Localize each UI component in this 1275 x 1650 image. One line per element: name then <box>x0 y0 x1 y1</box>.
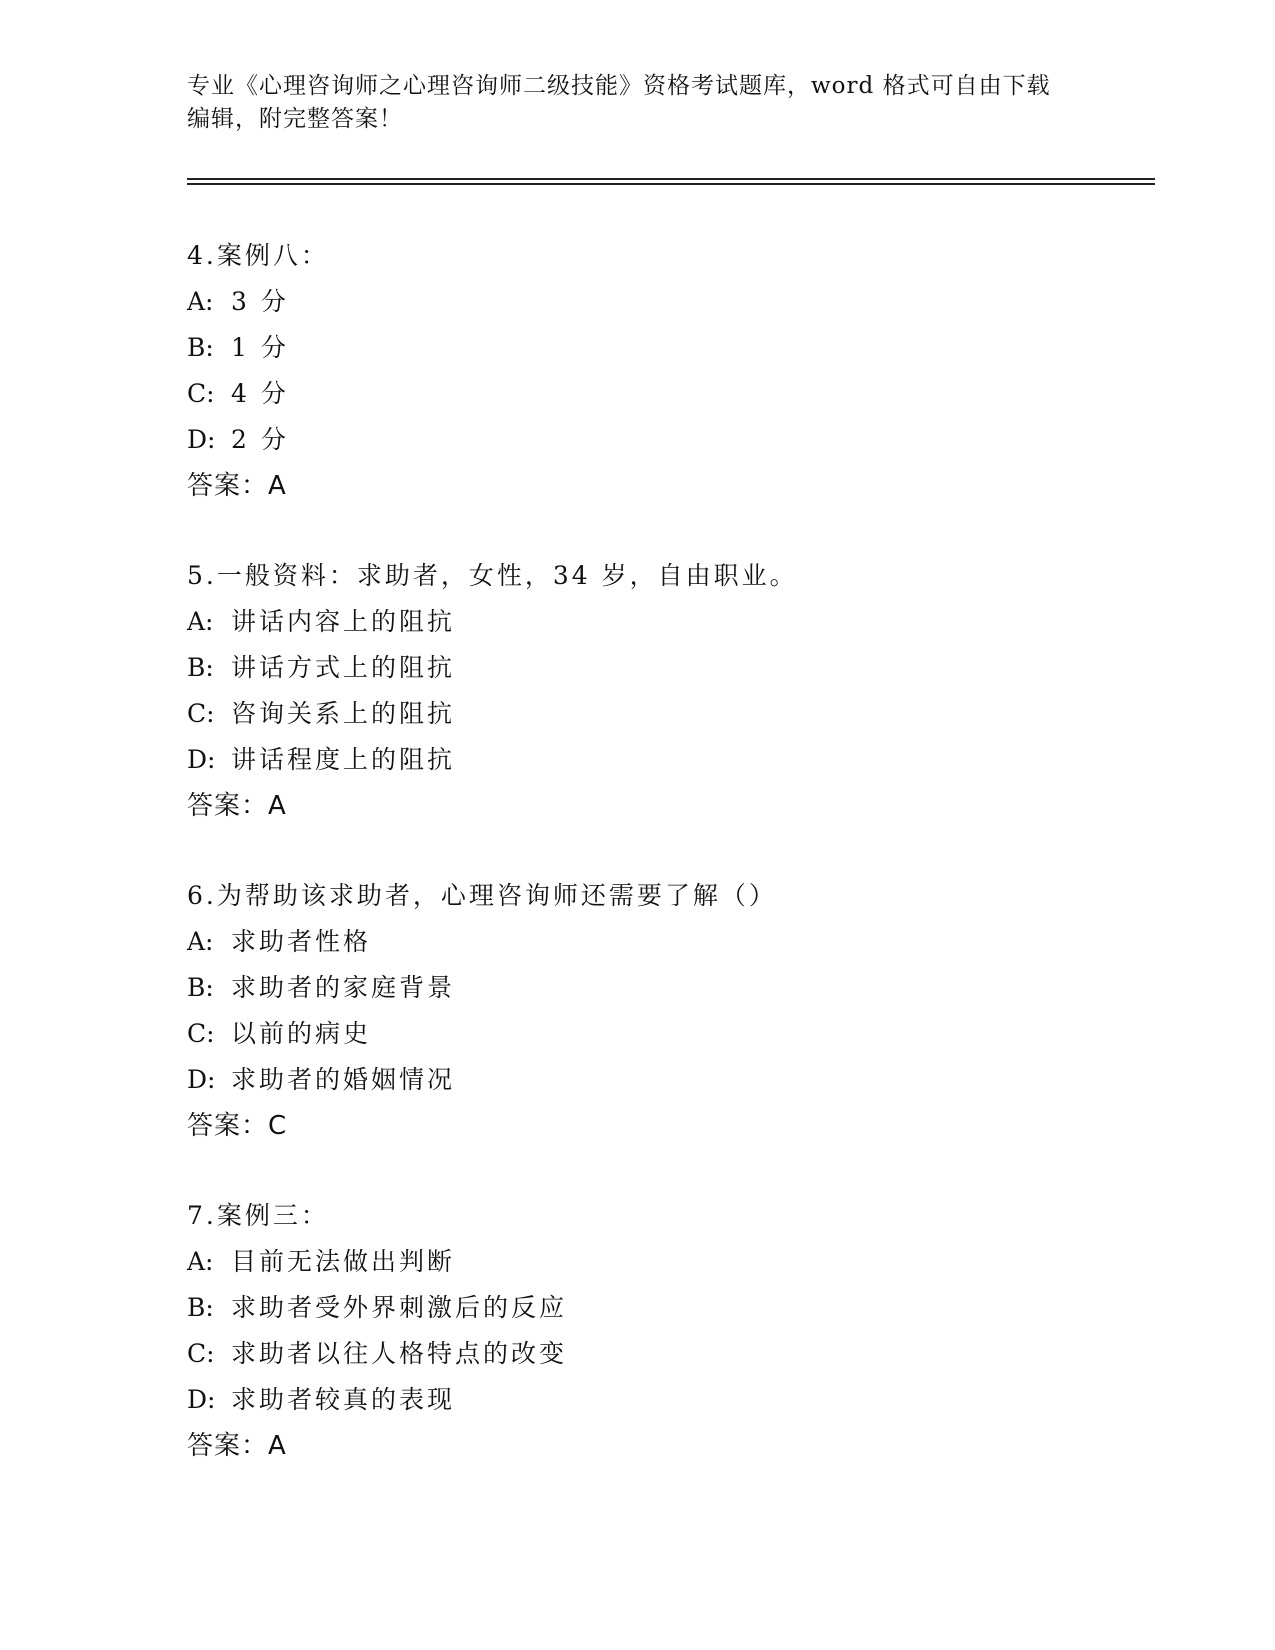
option-text: 求助者较真的表现 <box>231 1385 456 1414</box>
header-divider-bottom <box>187 183 1155 185</box>
question-title: 6.为帮助该求助者，心理咨询师还需要了解（） <box>187 881 777 910</box>
option-letter: C: <box>187 1339 215 1368</box>
option-a <box>187 1239 1137 1285</box>
option-text: 1 分 <box>231 333 289 362</box>
header-line-1: 专业《心理咨询师之心理咨询师二级技能》资格考试题库，word 格式可自由下载 <box>187 73 1051 99</box>
option-letter: D: <box>187 425 216 454</box>
option-b <box>187 325 1137 371</box>
option-letter: D: <box>187 745 216 774</box>
option-text: 求助者受外界刺激后的反应 <box>231 1293 568 1322</box>
option-b <box>187 1285 1137 1331</box>
option-letter: C: <box>187 699 215 728</box>
option-text: 讲话内容上的阻抗 <box>231 607 456 636</box>
option-letter: A: <box>187 607 214 636</box>
option-letter: C: <box>187 379 215 408</box>
option-a <box>187 599 1137 645</box>
option-text: 讲话程度上的阻抗 <box>231 745 456 774</box>
option-c <box>187 1331 1137 1377</box>
option-b <box>187 965 1137 1011</box>
option-d <box>187 737 1137 783</box>
document-header <box>187 70 1087 136</box>
question-block <box>187 233 1137 509</box>
question-block <box>187 873 1137 1149</box>
answer-line: 答案：A <box>187 791 287 821</box>
option-text: 讲话方式上的阻抗 <box>231 653 456 682</box>
option-letter: D: <box>187 1065 216 1094</box>
option-a <box>187 279 1137 325</box>
option-d <box>187 1057 1137 1103</box>
option-c <box>187 1011 1137 1057</box>
option-text: 2 分 <box>231 425 289 454</box>
option-text: 求助者的婚姻情况 <box>231 1065 456 1094</box>
option-letter: C: <box>187 1019 215 1048</box>
option-text: 求助者性格 <box>231 927 372 956</box>
option-text: 3 分 <box>231 287 289 316</box>
option-d <box>187 1377 1137 1423</box>
option-text: 4 分 <box>231 379 289 408</box>
question-title: 5.一般资料：求助者，女性，34 岁，自由职业。 <box>187 561 798 590</box>
option-letter: A: <box>187 1247 214 1276</box>
option-letter: A: <box>187 287 214 316</box>
option-text: 求助者的家庭背景 <box>231 973 456 1002</box>
option-c <box>187 691 1137 737</box>
option-b <box>187 645 1137 691</box>
option-letter: B: <box>187 653 214 682</box>
option-letter: B: <box>187 333 214 362</box>
option-text: 以前的病史 <box>231 1019 372 1048</box>
option-letter: B: <box>187 973 214 1002</box>
option-text: 求助者以往人格特点的改变 <box>231 1339 568 1368</box>
option-a <box>187 919 1137 965</box>
option-c <box>187 371 1137 417</box>
answer-line: 答案：C <box>187 1111 288 1141</box>
option-text: 目前无法做出判断 <box>231 1247 456 1276</box>
header-line-2: 编辑，附完整答案！ <box>187 106 403 132</box>
header-divider-top <box>187 178 1155 180</box>
answer-line: 答案：A <box>187 471 287 501</box>
option-letter: A: <box>187 927 214 956</box>
question-title: 7.案例三： <box>187 1201 329 1230</box>
option-letter: D: <box>187 1385 216 1414</box>
option-text: 咨询关系上的阻抗 <box>231 699 456 728</box>
option-letter: B: <box>187 1293 214 1322</box>
question-block <box>187 553 1137 829</box>
question-block <box>187 1193 1137 1469</box>
answer-line: 答案：A <box>187 1431 287 1461</box>
question-title: 4.案例八： <box>187 241 329 270</box>
option-d <box>187 417 1137 463</box>
